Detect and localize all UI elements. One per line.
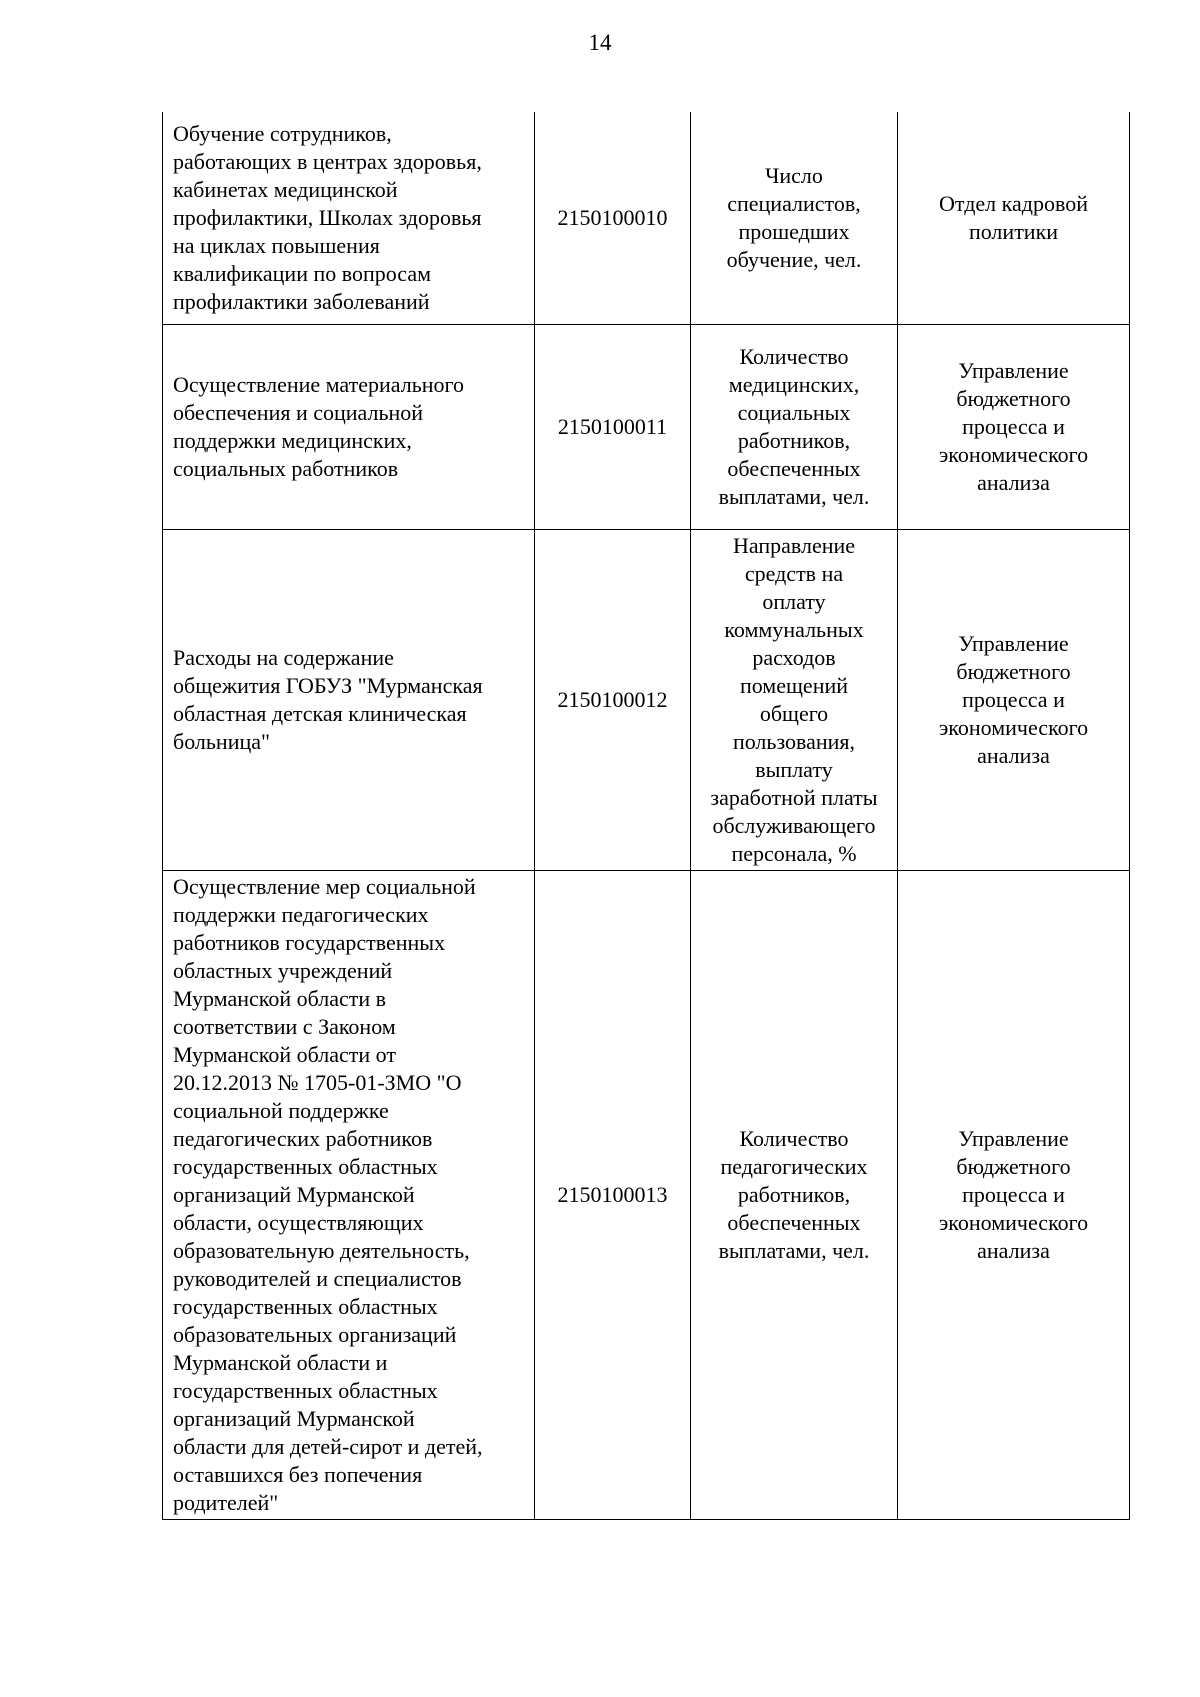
measure-name-cell: Осуществление материального обеспечения и социальной поддержки медицинских, социальных работников xyxy=(163,325,535,530)
table-row xyxy=(163,325,1130,530)
table-row xyxy=(163,871,1130,1520)
page-number: 14 xyxy=(588,30,612,55)
executor-cell: Управление бюджетного процесса и экономического анализа xyxy=(898,871,1130,1520)
indicator-cell: Число специалистов, прошедших обучение, чел. xyxy=(691,112,898,325)
indicator-cell: Количество медицинских, социальных работников, обеспеченных выплатами, чел. xyxy=(691,325,898,530)
executor-cell: Управление бюджетного процесса и экономического анализа xyxy=(898,530,1130,871)
measure-name-cell: Осуществление мер социальной поддержки педагогических работников государственных областных учреждений Мурманской области в соответствии с Законом Мурманской области от 20.12.2013 № 1705-01-ЗМО "О социальной поддержке педагогических работников государственных областных организаций Мурманской области, осуществляющих образовательную деятельность, руководителей и специалистов государственных областных образовательных организаций Мурманской области и государственных областных организаций Мурманской области для детей-сирот и детей, оставшихся без попечения родителей" xyxy=(163,871,535,1520)
measures-table xyxy=(162,112,1130,1520)
indicator-cell: Количество педагогических работников, обеспеченных выплатами, чел. xyxy=(691,871,898,1520)
executor-cell: Отдел кадровой политики xyxy=(898,112,1130,325)
table-row xyxy=(163,112,1130,325)
budget-code-cell: 2150100012 xyxy=(535,530,691,871)
budget-code-cell: 2150100013 xyxy=(535,871,691,1520)
indicator-cell: Направление средств на оплату коммунальных расходов помещений общего пользования, выплату заработной платы обслуживающего персонала, % xyxy=(691,530,898,871)
measure-name-cell: Обучение сотрудников, работающих в центрах здоровья, кабинетах медицинской профилактики, Школах здоровья на циклах повышения квалификации по вопросам профилактики заболеваний xyxy=(163,112,535,325)
table-row xyxy=(163,530,1130,871)
budget-code-cell: 2150100010 xyxy=(535,112,691,325)
table-body xyxy=(163,112,1130,1520)
executor-cell: Управление бюджетного процесса и экономического анализа xyxy=(898,325,1130,530)
budget-code-cell: 2150100011 xyxy=(535,325,691,530)
measure-name-cell: Расходы на содержание общежития ГОБУЗ "Мурманская областная детская клиническая больница" xyxy=(163,530,535,871)
